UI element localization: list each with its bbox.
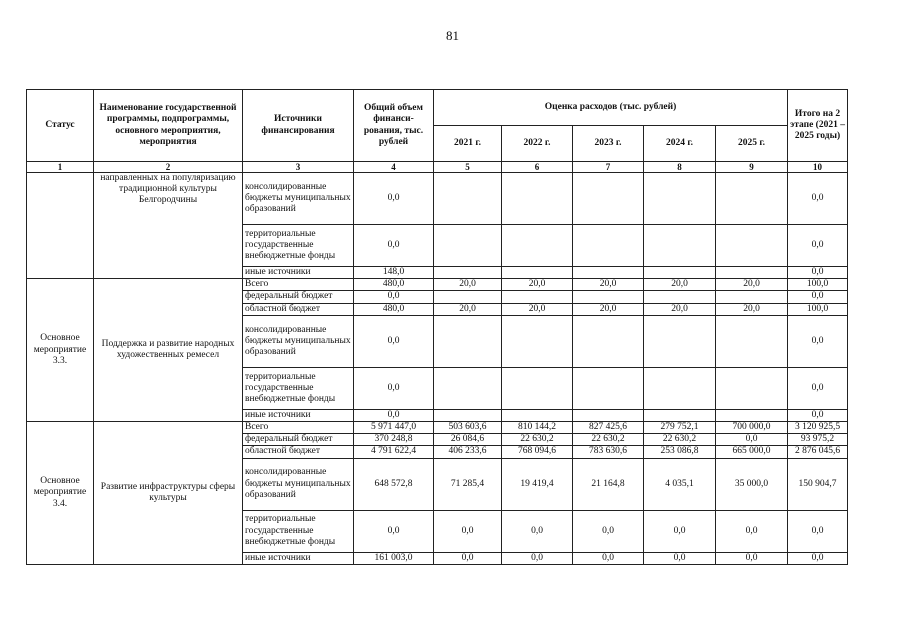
total-cell: 0,0 [354,409,434,421]
header-year: 2024 г. [644,126,716,162]
year-value-cell: 0,0 [502,552,573,564]
header-estimate: Оценка расходов (тыс. рублей) [434,90,788,126]
year-value-cell: 71 285,4 [434,458,502,510]
stage-total-cell: 150 904,7 [788,458,848,510]
column-number: 1 [27,162,94,173]
year-value-cell [502,409,573,421]
total-cell: 148,0 [354,267,434,279]
year-value-cell [502,225,573,267]
program-cell: Поддержка и развитие народных художественных ремесел [94,279,243,422]
year-value-cell: 22 630,2 [573,434,644,446]
source-cell: территориальные государственные внебюджетные фонды [243,367,354,409]
source-cell: территориальные государственные внебюджетные фонды [243,225,354,267]
year-value-cell [716,367,788,409]
year-value-cell: 0,0 [434,552,502,564]
year-value-cell: 20,0 [573,303,644,315]
year-value-cell [644,291,716,303]
year-value-cell: 503 603,6 [434,422,502,434]
year-value-cell: 22 630,2 [644,434,716,446]
year-value-cell: 22 630,2 [502,434,573,446]
year-value-cell [573,315,644,367]
table-row [27,279,848,291]
source-cell: консолидированные бюджеты муниципальных образований [243,173,354,225]
stage-total-cell: 100,0 [788,303,848,315]
year-value-cell [434,315,502,367]
column-number: 4 [354,162,434,173]
total-cell: 0,0 [354,367,434,409]
column-number: 6 [502,162,573,173]
year-value-cell [502,291,573,303]
table-row [27,173,848,225]
year-value-cell [434,173,502,225]
year-value-cell [716,315,788,367]
year-value-cell: 20,0 [644,279,716,291]
year-value-cell [644,173,716,225]
program-cell: Развитие инфраструктуры сферы культуры [94,422,243,565]
header-year: 2023 г. [573,126,644,162]
column-number: 7 [573,162,644,173]
year-value-cell: 20,0 [502,303,573,315]
year-value-cell: 0,0 [716,552,788,564]
year-value-cell: 0,0 [716,434,788,446]
stage-total-cell: 0,0 [788,173,848,225]
year-value-cell [502,173,573,225]
year-value-cell [573,367,644,409]
stage-total-cell: 0,0 [788,552,848,564]
year-value-cell: 20,0 [716,279,788,291]
year-value-cell: 21 164,8 [573,458,644,510]
year-value-cell [434,367,502,409]
stage-total-cell: 0,0 [788,510,848,552]
year-value-cell [573,267,644,279]
total-cell: 480,0 [354,303,434,315]
year-value-cell: 19 419,4 [502,458,573,510]
source-cell: иные источники [243,409,354,421]
stage-total-cell: 0,0 [788,367,848,409]
stage-total-cell: 100,0 [788,279,848,291]
year-value-cell [716,267,788,279]
stage-total-cell: 3 120 925,5 [788,422,848,434]
total-cell: 648 572,8 [354,458,434,510]
header-sources: Источники финансирования [243,90,354,162]
status-cell: Основное мероприятие 3.4. [27,422,94,565]
status-cell [27,173,94,279]
source-cell: федеральный бюджет [243,291,354,303]
source-cell: Всего [243,279,354,291]
year-value-cell: 0,0 [573,552,644,564]
stage-total-cell: 0,0 [788,409,848,421]
total-cell: 370 248,8 [354,434,434,446]
year-value-cell [502,315,573,367]
year-value-cell [434,291,502,303]
year-value-cell: 665 000,0 [716,446,788,458]
total-cell: 0,0 [354,173,434,225]
year-value-cell: 20,0 [573,279,644,291]
year-value-cell [644,315,716,367]
year-value-cell: 827 425,6 [573,422,644,434]
year-value-cell [716,173,788,225]
year-value-cell: 20,0 [716,303,788,315]
source-cell: областной бюджет [243,303,354,315]
header-total: Общий объем финанси-рования, тыс. рублей [354,90,434,162]
year-value-cell [716,291,788,303]
year-value-cell: 700 000,0 [716,422,788,434]
program-cell: направленных на популяризацию традиционной культуры Белгородчины [94,173,243,279]
year-value-cell: 279 752,1 [644,422,716,434]
total-cell: 0,0 [354,510,434,552]
column-number: 5 [434,162,502,173]
source-cell: областной бюджет [243,446,354,458]
column-number: 10 [788,162,848,173]
stage-total-cell: 0,0 [788,291,848,303]
year-value-cell: 768 094,6 [502,446,573,458]
year-value-cell: 0,0 [716,510,788,552]
source-cell: федеральный бюджет [243,434,354,446]
year-value-cell: 20,0 [502,279,573,291]
year-value-cell: 26 084,6 [434,434,502,446]
year-value-cell [573,173,644,225]
total-cell: 0,0 [354,315,434,367]
source-cell: Всего [243,422,354,434]
column-number: 8 [644,162,716,173]
year-value-cell: 0,0 [644,510,716,552]
year-value-cell: 0,0 [502,510,573,552]
status-cell: Основное мероприятие 3.3. [27,279,94,422]
year-value-cell [434,267,502,279]
total-cell: 161 003,0 [354,552,434,564]
table-row [27,422,848,434]
column-number: 3 [243,162,354,173]
year-value-cell: 0,0 [644,552,716,564]
year-value-cell [644,367,716,409]
year-value-cell: 783 630,6 [573,446,644,458]
year-value-cell [434,225,502,267]
year-value-cell: 4 035,1 [644,458,716,510]
stage-total-cell: 93 975,2 [788,434,848,446]
year-value-cell: 20,0 [434,303,502,315]
total-cell: 5 971 447,0 [354,422,434,434]
source-cell: консолидированные бюджеты муниципальных образований [243,315,354,367]
stage-total-cell: 0,0 [788,315,848,367]
year-value-cell [716,225,788,267]
header-year: 2021 г. [434,126,502,162]
year-value-cell [434,409,502,421]
source-cell: консолидированные бюджеты муниципальных образований [243,458,354,510]
header-program: Наименование государственной программы, подпрограммы, основного мероприятия, мероприятия [94,90,243,162]
year-value-cell [716,409,788,421]
budget-table [26,89,848,565]
year-value-cell [644,409,716,421]
header-year: 2022 г. [502,126,573,162]
year-value-cell [502,267,573,279]
year-value-cell: 0,0 [434,510,502,552]
year-value-cell [573,225,644,267]
year-value-cell: 406 233,6 [434,446,502,458]
page-number: 81 [446,28,459,43]
total-cell: 0,0 [354,225,434,267]
year-value-cell: 0,0 [573,510,644,552]
header-status: Статус [27,90,94,162]
header-stage-total: Итого на 2 этапе (2021 – 2025 годы) [788,90,848,162]
stage-total-cell: 0,0 [788,267,848,279]
source-cell: территориальные государственные внебюджетные фонды [243,510,354,552]
year-value-cell [502,367,573,409]
year-value-cell: 35 000,0 [716,458,788,510]
year-value-cell [573,291,644,303]
column-number: 2 [94,162,243,173]
source-cell: иные источники [243,552,354,564]
header-year: 2025 г. [716,126,788,162]
year-value-cell [644,225,716,267]
year-value-cell: 20,0 [434,279,502,291]
year-value-cell: 20,0 [644,303,716,315]
year-value-cell [644,267,716,279]
total-cell: 4 791 622,4 [354,446,434,458]
column-number: 9 [716,162,788,173]
stage-total-cell: 0,0 [788,225,848,267]
source-cell: иные источники [243,267,354,279]
year-value-cell: 810 144,2 [502,422,573,434]
year-value-cell: 253 086,8 [644,446,716,458]
total-cell: 480,0 [354,279,434,291]
year-value-cell [573,409,644,421]
stage-total-cell: 2 876 045,6 [788,446,848,458]
total-cell: 0,0 [354,291,434,303]
